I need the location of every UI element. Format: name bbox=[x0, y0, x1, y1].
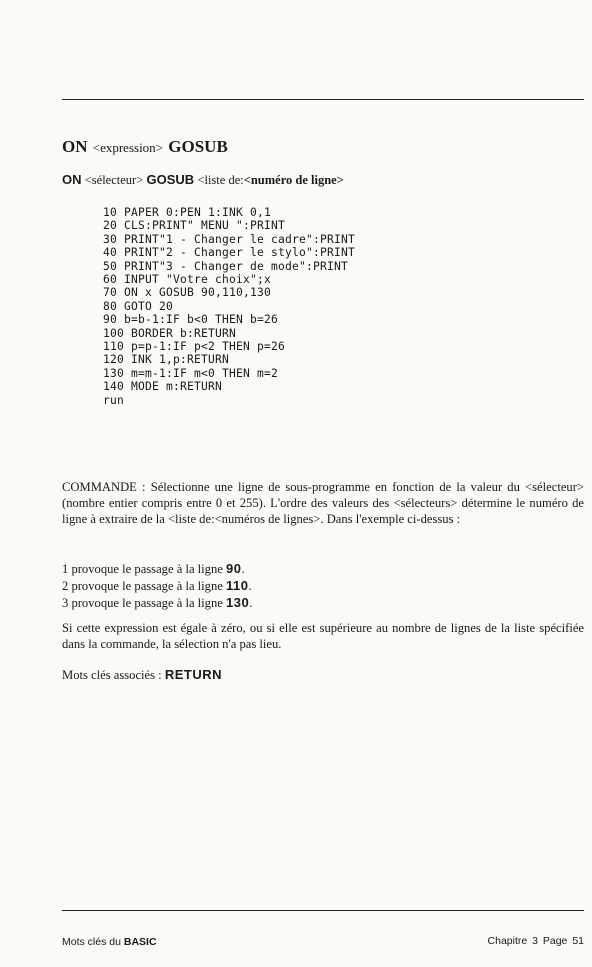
command-description: COMMANDE : Sélectionne une ligne de sous-programme en fonction de la valeur du <sélecteur> (nombre entier compris entre 0 et 255). L'ordre des valeurs des <sélecteurs> détermine le numéro de ligne à extraire de la <liste de:<numéros de lignes>. Dans l'exemple ci-dessus : bbox=[62, 480, 584, 526]
syntax-keyword-gosub: GOSUB bbox=[146, 172, 195, 187]
example-text: 2 provoque le passage à la ligne bbox=[62, 578, 227, 593]
syntax-list-prefix: <liste de: bbox=[197, 173, 244, 187]
code-line: 60 INPUT "Votre choix";x bbox=[103, 273, 272, 287]
example-text: 3 provoque le passage à la ligne bbox=[62, 595, 227, 610]
example-item bbox=[62, 561, 584, 578]
footer-title-prefix: Mots clés du bbox=[62, 936, 124, 948]
example-item bbox=[62, 595, 584, 612]
code-line: 130 m=m-1:IF m<0 THEN m=2 bbox=[103, 366, 279, 380]
footer-page-number: Chapitre 3 Page 51 bbox=[487, 935, 584, 947]
example-item bbox=[62, 578, 584, 595]
code-line: 120 INK 1,p:RETURN bbox=[103, 353, 230, 367]
example-line-number: 130 bbox=[226, 594, 250, 610]
code-line: 70 ON x GOSUB 90,110,130 bbox=[103, 286, 272, 300]
syntax-selector-arg: <sélecteur> bbox=[84, 173, 144, 187]
code-line: 40 PRINT"2 - Changer le stylo":PRINT bbox=[103, 246, 356, 260]
example-list bbox=[62, 561, 584, 611]
page-title bbox=[62, 137, 228, 157]
code-listing bbox=[103, 206, 355, 407]
syntax-list-bold: <numéro de ligne> bbox=[243, 173, 344, 187]
syntax-list-arg bbox=[197, 173, 343, 187]
note-paragraph: Si cette expression est égale à zéro, ou si elle est supérieure au nombre de lignes de la liste spécifiée dans la commande, la sélection n'a pas lieu. bbox=[62, 621, 584, 651]
related-keyword-return: RETURN bbox=[164, 667, 223, 682]
related-label: Mots clés associés : bbox=[62, 668, 165, 682]
example-text: 1 provoque le passage à la ligne bbox=[62, 562, 227, 576]
example-line-number: 110 bbox=[226, 577, 249, 593]
example-end: . bbox=[248, 578, 252, 593]
code-line: 110 p=p-1:IF p<2 THEN p=26 bbox=[103, 340, 286, 354]
footer-title-bold: BASIC bbox=[123, 936, 157, 948]
bottom-rule bbox=[62, 910, 584, 911]
example-end: . bbox=[249, 595, 253, 610]
code-line: 80 GOTO 20 bbox=[103, 299, 174, 313]
title-keyword-on: ON bbox=[62, 137, 88, 156]
code-line: 50 PRINT"3 - Changer de mode":PRINT bbox=[103, 259, 349, 273]
code-line: 20 CLS:PRINT" MENU ":PRINT bbox=[103, 219, 286, 233]
top-rule bbox=[62, 99, 584, 100]
code-line: run bbox=[103, 393, 125, 407]
syntax-keyword-on: ON bbox=[62, 172, 82, 187]
code-line: 30 PRINT"1 - Changer le cadre":PRINT bbox=[103, 232, 356, 246]
code-line: 100 BORDER b:RETURN bbox=[103, 326, 237, 340]
code-line: 140 MODE m:RETURN bbox=[103, 380, 223, 394]
footer-book-title bbox=[62, 936, 157, 948]
code-line: 90 b=b-1:IF b<0 THEN b=26 bbox=[103, 313, 279, 327]
title-keyword-gosub: GOSUB bbox=[168, 137, 228, 156]
example-line-number: 90 bbox=[226, 561, 242, 576]
example-end: . bbox=[241, 562, 245, 576]
code-line: 10 PAPER 0:PEN 1:INK 0,1 bbox=[103, 206, 272, 219]
title-argument: <expression> bbox=[92, 140, 164, 155]
syntax-line bbox=[62, 172, 344, 188]
related-keywords bbox=[62, 667, 584, 684]
